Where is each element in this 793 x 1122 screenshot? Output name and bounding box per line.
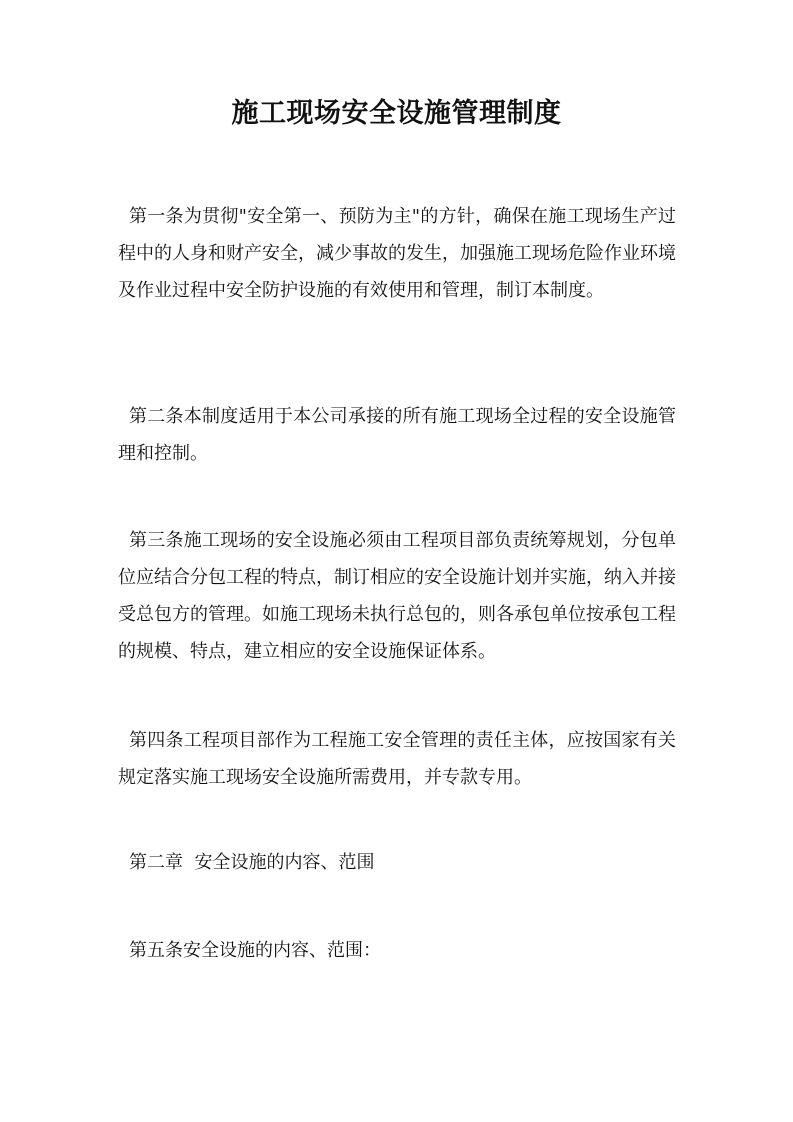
article-1-paragraph: 第一条为贯彻"安全第一、预防为主"的方针，确保在施工现场生产过程中的人身和财产安全，减少事故的发生，加强施工现场危险作业环境及作业过程中安全防护设施的有效使用和管理，制订本制度。 xyxy=(118,206,676,301)
document-title: 施工现场安全设施管理制度 xyxy=(231,98,562,129)
article-2-paragraph: 第二条本制度适用于本公司承接的所有施工现场全过程的安全设施管理和控制。 xyxy=(118,406,676,464)
chapter-2-heading: 第二章 安全设施的内容、范围 xyxy=(129,852,375,873)
article-3-paragraph: 第三条施工现场的安全设施必须由工程项目部负责统筹规划，分包单位应结合分包工程的特点，制订相应的安全设施计划并实施，纳入并接受总包方的管理。如施工现场未执行总包的，则各承包单位按承包工程的规模、特点，建立相应的安全设施保证体系。 xyxy=(118,530,676,662)
article-5-paragraph: 第五条安全设施的内容、范围： xyxy=(129,940,381,961)
article-4-paragraph: 第四条工程项目部作为工程施工安全管理的责任主体，应按国家有关规定落实施工现场安全设施所需费用，并专款专用。 xyxy=(118,730,676,788)
